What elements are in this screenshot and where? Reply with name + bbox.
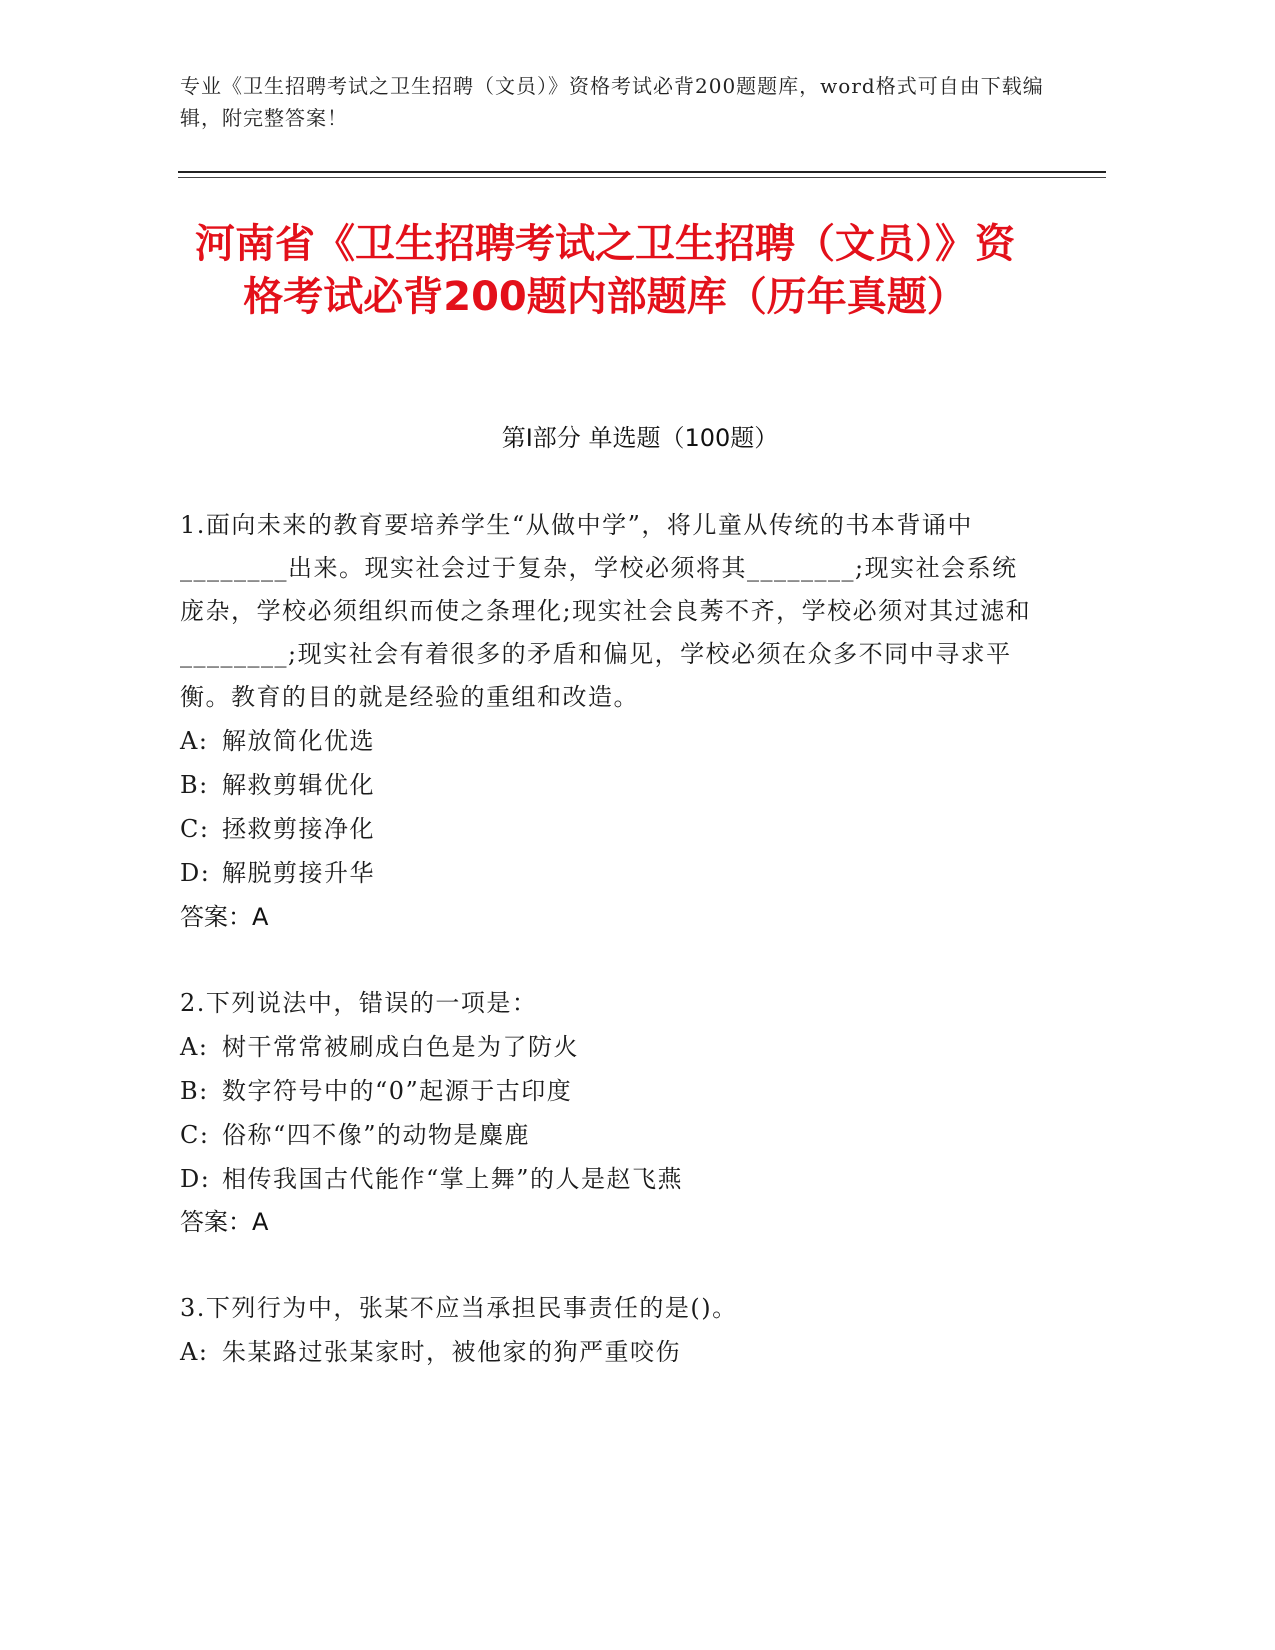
answer-prefix: 答案： bbox=[180, 903, 252, 931]
option-letter: C: bbox=[180, 1121, 210, 1149]
option-letter: D: bbox=[180, 1165, 211, 1193]
option-letter: A: bbox=[180, 727, 209, 755]
header-rule-thick bbox=[178, 171, 1106, 173]
question-1-option-d bbox=[180, 852, 1040, 895]
question-2-option-a bbox=[180, 1026, 1040, 1069]
option-letter: B: bbox=[180, 771, 209, 799]
question-3-text: 3.下列行为中，张某不应当承担民事责任的是()。 bbox=[180, 1294, 738, 1322]
option-text: 相传我国古代能作“掌上舞”的人是赵飞燕 bbox=[222, 1165, 684, 1193]
question-1-text: 1.面向未来的教育要培养学生“从做中学”，将儿童从传统的书本背诵中________出来。现实社会过于复杂，学校必须将其________;现实社会系统庞杂，学校必须组织而使之条理化;现实社会良莠不齐，学校必须对其过滤和________;现实社会有着很多的矛盾和偏见，学校必须在众多不同中寻求平衡。教育的目的就是经验的重组和改造。 bbox=[180, 511, 1032, 711]
option-text: 解脱剪接升华 bbox=[222, 859, 375, 887]
question-1-option-b bbox=[180, 764, 1040, 807]
question-2-answer bbox=[180, 1201, 268, 1244]
question-2-option-d bbox=[180, 1158, 1040, 1201]
question-2-option-c bbox=[180, 1114, 1040, 1157]
option-text: 数字符号中的“0”起源于古印度 bbox=[222, 1077, 573, 1105]
question-3-option-a bbox=[180, 1331, 1040, 1374]
question-1-option-c bbox=[180, 808, 1040, 851]
option-letter: A: bbox=[180, 1338, 209, 1366]
option-letter: A: bbox=[180, 1033, 209, 1061]
option-letter: B: bbox=[180, 1077, 209, 1105]
answer-value: A bbox=[252, 1208, 269, 1236]
question-2-text: 2.下列说法中，错误的一项是： bbox=[180, 989, 538, 1017]
option-text: 树干常常被刷成白色是为了防火 bbox=[222, 1033, 579, 1061]
answer-prefix: 答案： bbox=[180, 1208, 252, 1236]
option-text: 解放简化优选 bbox=[222, 727, 375, 755]
option-text: 解救剪辑优化 bbox=[222, 771, 375, 799]
option-text: 拯救剪接净化 bbox=[222, 815, 375, 843]
section-title: 第Ⅰ部分 单选题（100题） bbox=[501, 424, 779, 452]
answer-value: A bbox=[252, 903, 269, 931]
option-text: 俗称“四不像”的动物是麋鹿 bbox=[222, 1121, 531, 1149]
option-letter: C: bbox=[180, 815, 210, 843]
header-note: 专业《卫生招聘考试之卫生招聘（文员）》资格考试必背200题题库，word格式可自由下载编辑，附完整答案！ bbox=[180, 74, 1044, 130]
question-1-answer bbox=[180, 896, 268, 939]
option-text: 朱某路过张某家时，被他家的狗严重咬伤 bbox=[222, 1338, 681, 1366]
question-1-option-a bbox=[180, 720, 1040, 763]
header-rule-thin bbox=[178, 177, 1106, 178]
document-title: 河南省《卫生招聘考试之卫生招聘（文员）》资格考试必背200题内部题库（历年真题） bbox=[195, 221, 1015, 320]
option-letter: D: bbox=[180, 859, 211, 887]
question-2-option-b bbox=[180, 1070, 1040, 1113]
